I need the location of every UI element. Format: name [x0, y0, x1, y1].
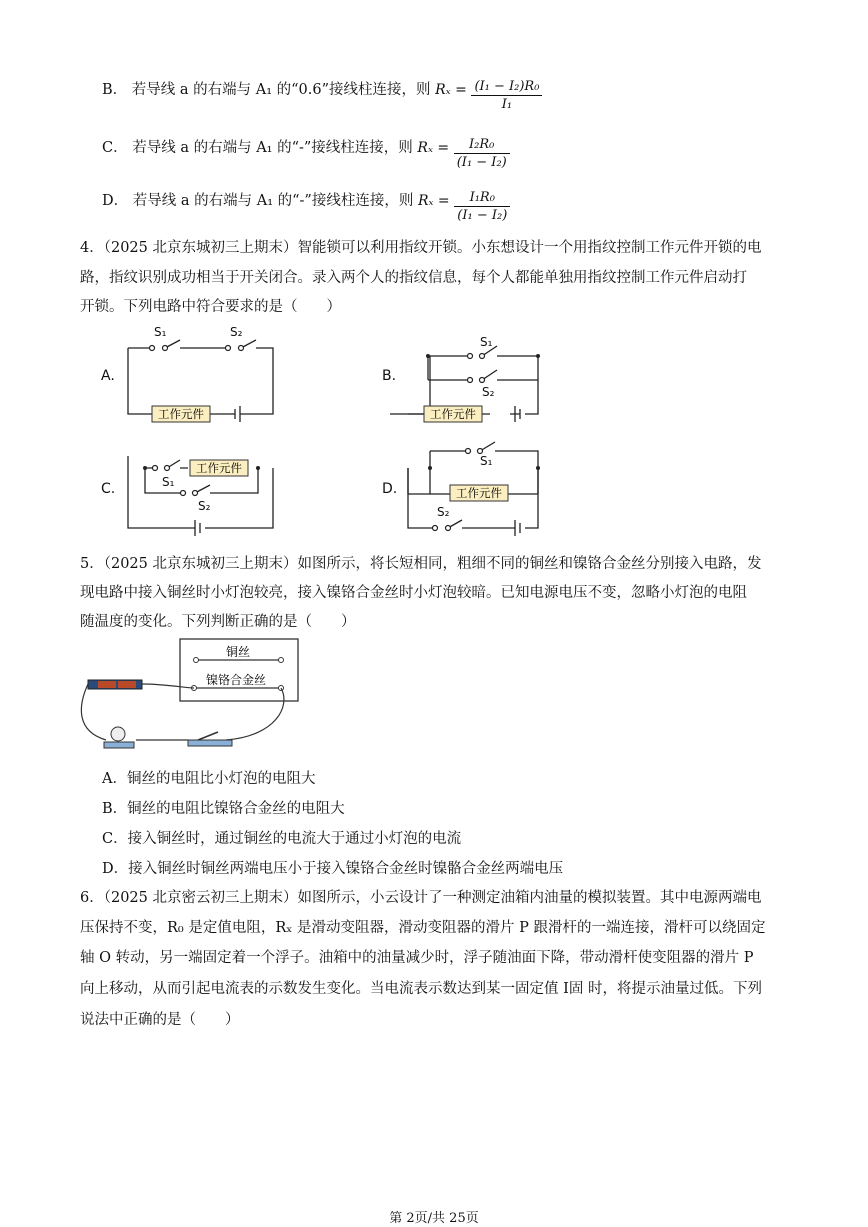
rx-label: Rₓ = — [417, 140, 450, 156]
component-label: 工作元件 — [456, 486, 502, 500]
switch-label-s2: S₂ — [198, 499, 211, 513]
q3-option-b — [102, 78, 542, 112]
q4-line-1 — [80, 236, 762, 257]
nichrome-wire-label: 镍铬合金丝 — [205, 673, 267, 687]
fraction-denominator: (I₁ − I₂) — [456, 155, 507, 170]
q5-line-1: 5．（2025 北京东城初三上期末）如图所示，将长短相同，粗细不同的铜丝和镍铬合金丝分别接入电路，发 — [80, 556, 762, 572]
fraction-denominator: I₁ — [501, 97, 513, 112]
component-label: 工作元件 — [158, 407, 204, 421]
q5-line-2: 现电路中接入铜丝时小灯泡较亮，接入镍铬合金丝时小灯泡较暗。已知电源电压不变，忽略小灯泡的电阻 — [80, 585, 747, 601]
option-letter-a: A. — [101, 368, 115, 384]
fraction-numerator: I₁R₀ — [454, 190, 510, 207]
q5-option-b: B．铜丝的电阻比镍铬合金丝的电阻大 — [102, 801, 345, 817]
component-box-a — [152, 406, 210, 422]
q4-line-2: 路，指纹识别成功相当于开关闭合。录入两个人的指纹信息，每个人都能单独用指纹控制工作元件启动打 — [80, 270, 747, 286]
switch-label-s2: S₂ — [230, 325, 243, 339]
switch-label-s1: S₁ — [480, 454, 493, 468]
q6-line-4: 向上移动，从而引起电流表的示数发生变化。当电流表示数达到某一固定值 I固 时，将提示油量过低。下列 — [80, 981, 762, 997]
q6-line-1: 6．（2025 北京密云初三上期末）如图所示，小云设计了一种测定油箱内油量的模拟装置。其中电源两端电 — [80, 890, 762, 906]
option-letter-d: D. — [382, 481, 398, 497]
fraction — [471, 79, 542, 112]
option-letter-b: B. — [382, 368, 397, 384]
option-text: 若导线 a 的右端与 A₁ 的“0.6”接线柱连接，则 — [131, 82, 431, 98]
component-label: 工作元件 — [430, 407, 476, 421]
q3-option-c — [102, 136, 510, 170]
rx-label: Rₓ = — [435, 82, 467, 98]
question-text: （2025 北京东城初三上期末）智能锁可以利用指纹开锁。小东想设计一个用指纹控制工作元件开锁的电 — [103, 240, 762, 256]
q6-line-2: 压保持不变，R₀ 是定值电阻，Rₓ 是滑动变阻器，滑动变阻器的滑片 P 跟滑杆的一端连接，滑杆可以绕固定 — [80, 920, 766, 936]
option-letter: B． — [102, 82, 128, 98]
fraction-denominator: (I₁ − I₂) — [457, 208, 508, 223]
option-letter-c: C. — [101, 481, 116, 497]
copper-wire-label: 铜丝 — [225, 645, 251, 659]
q5-option-d: D．接入铜丝时铜丝两端电压小于接入镍铬合金丝时镍骼合金丝两端电压 — [102, 861, 564, 877]
switch-icon — [188, 732, 232, 746]
q4-circuit-figures — [90, 318, 570, 538]
component-label: 工作元件 — [196, 461, 242, 475]
rx-label: Rₓ = — [417, 193, 450, 209]
q6-line-5: 说法中正确的是（ ） — [80, 1012, 240, 1028]
q4-line-3: 开锁。下列电路中符合要求的是（ ） — [80, 299, 341, 315]
q5-line-3: 随温度的变化。下列判断正确的是（ ） — [80, 614, 356, 630]
q6-line-3: 轴 O 转动，另一端固定着一个浮子。油箱中的油量减少时，浮子随油面下降，带动滑杆使变阻器的滑片 P — [80, 950, 754, 966]
fraction-numerator: I₂R₀ — [454, 137, 510, 154]
switch-label-s1: S₁ — [162, 475, 175, 489]
light-bulb-icon — [104, 727, 134, 748]
component-box-d — [450, 485, 508, 501]
fraction-numerator: (I₁ − I₂)R₀ — [471, 79, 542, 96]
page-footer: 第 2页/共 25页 — [389, 1211, 479, 1226]
fraction — [454, 137, 510, 170]
switch-label-s1: S₁ — [154, 325, 167, 339]
component-box-c — [190, 460, 248, 476]
q5-option-c: C．接入铜丝时，通过铜丝的电流大于通过小灯泡的电流 — [102, 831, 462, 847]
option-letter: D． — [102, 193, 129, 209]
option-text: 若导线 a 的右端与 A₁ 的“-”接线柱连接，则 — [132, 193, 414, 209]
q5-apparatus-figure — [76, 636, 301, 758]
switch-label-s2: S₂ — [482, 385, 495, 399]
fraction — [454, 190, 510, 223]
switch-label-s1: S₁ — [480, 335, 493, 349]
option-letter: C． — [102, 140, 128, 156]
q3-option-d — [102, 189, 510, 223]
battery-pack-icon — [88, 680, 142, 689]
question-number: 4． — [80, 240, 104, 256]
component-box-b — [424, 406, 482, 422]
q5-option-a: A．铜丝的电阻比小灯泡的电阻大 — [102, 771, 316, 787]
option-text: 若导线 a 的右端与 A₁ 的“-”接线柱连接，则 — [132, 140, 413, 156]
switch-label-s2: S₂ — [437, 505, 450, 519]
